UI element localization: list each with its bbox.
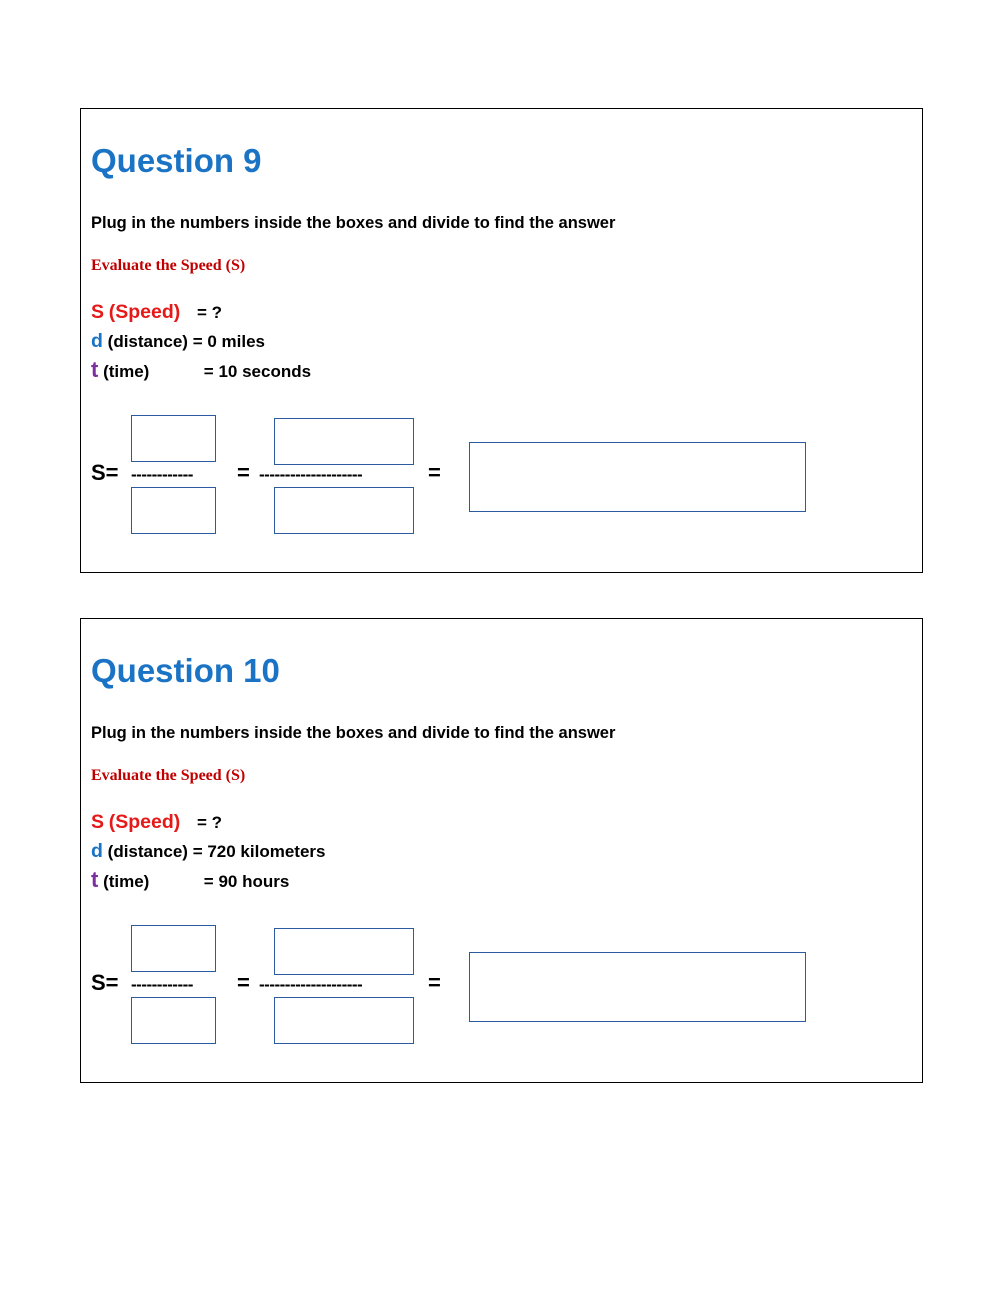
equals-sign-1: =	[237, 460, 250, 485]
speed-label: (Speed)	[108, 811, 181, 833]
denominator-box-1[interactable]	[131, 487, 216, 534]
equals-sign-2: =	[428, 970, 441, 995]
evaluate-prompt: Evaluate the Speed (S)	[91, 257, 246, 274]
distance-label: (distance)	[107, 842, 188, 861]
question-9-card	[80, 108, 923, 573]
speed-line	[91, 811, 222, 834]
time-value: = 10 seconds	[203, 362, 312, 381]
question-title: Question 10	[91, 652, 280, 689]
time-line	[91, 869, 289, 893]
denominator-box-2[interactable]	[274, 997, 414, 1044]
evaluate-prompt: Evaluate the Speed (S)	[91, 767, 246, 784]
denominator-box-2[interactable]	[274, 487, 414, 534]
fraction-bar-1: ------------	[131, 975, 193, 994]
time-line	[91, 359, 311, 383]
time-label: (time)	[103, 362, 150, 381]
distance-value: = 720 kilometers	[192, 842, 326, 861]
distance-line	[91, 330, 265, 353]
denominator-box-1[interactable]	[131, 997, 216, 1044]
formula-s-equals: S=	[91, 970, 119, 995]
speed-symbol: S	[91, 811, 105, 833]
numerator-box-1[interactable]	[131, 925, 216, 972]
equals-sign-1: =	[237, 970, 250, 995]
distance-symbol: d	[91, 840, 103, 862]
numerator-box-2[interactable]	[274, 928, 414, 975]
fraction-bar-1: ------------	[131, 465, 193, 484]
speed-symbol: S	[91, 301, 105, 323]
distance-label: (distance)	[107, 332, 188, 351]
numerator-box-1[interactable]	[131, 415, 216, 462]
distance-value: = 0 miles	[192, 332, 265, 351]
fraction-bar-2: --------------------	[259, 465, 363, 484]
speed-value: = ?	[197, 303, 223, 322]
result-box[interactable]	[469, 952, 806, 1022]
distance-line	[91, 840, 325, 863]
question-10-card	[80, 618, 923, 1083]
equals-sign-2: =	[428, 460, 441, 485]
formula-s-equals: S=	[91, 460, 119, 485]
speed-value: = ?	[197, 813, 223, 832]
fraction-bar-2: --------------------	[259, 975, 363, 994]
instruction-text: Plug in the numbers inside the boxes and divide to find the answer	[91, 214, 616, 232]
time-value: = 90 hours	[203, 872, 290, 891]
speed-line	[91, 301, 222, 324]
numerator-box-2[interactable]	[274, 418, 414, 465]
time-symbol: t	[91, 357, 99, 382]
time-label: (time)	[103, 872, 150, 891]
instruction-text: Plug in the numbers inside the boxes and divide to find the answer	[91, 724, 616, 742]
distance-symbol: d	[91, 330, 103, 352]
result-box[interactable]	[469, 442, 806, 512]
question-title: Question 9	[91, 142, 262, 179]
time-symbol: t	[91, 867, 99, 892]
speed-label: (Speed)	[108, 301, 181, 323]
